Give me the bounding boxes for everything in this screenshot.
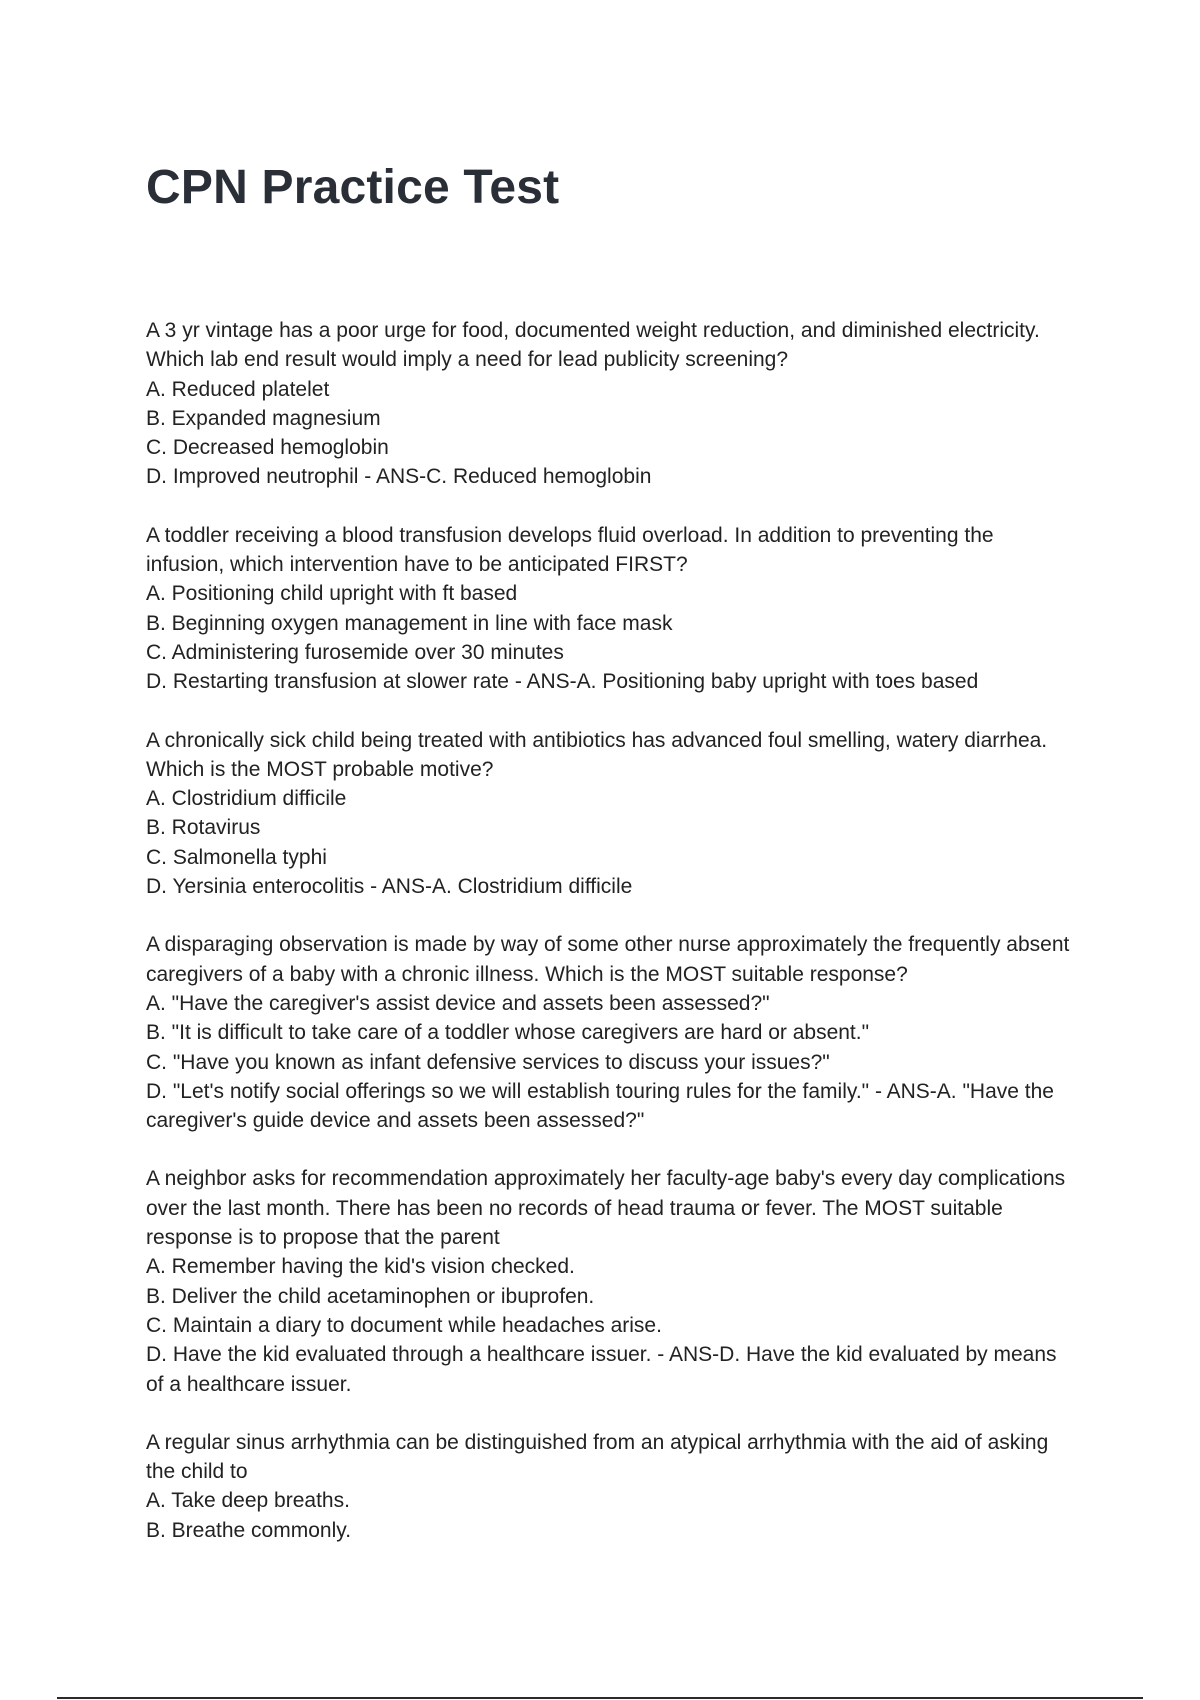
answer-option: B. Expanded magnesium [146,406,381,430]
answer-option-with-key: D. Have the kid evaluated through a healthcare issuer. - ANS-D. Have the kid evaluated by means of a healthcare issuer. [146,1343,1057,1396]
question-stem: A chronically sick child being treated with antibiotics has advanced foul smelling, watery diarrhea. Which is the MOST probable motive? [146,728,1048,781]
answer-option-with-key: D. "Let's notify social offerings so we will establish touring rules for the family." - ANS-A. "Have the caregiver's guide device and assets been assessed?" [146,1079,1054,1133]
answer-option: C. Administering furosemide over 30 minutes [146,640,564,664]
footer-divider [57,1697,1143,1699]
answer-option: C. Salmonella typhi [146,845,327,869]
answer-option: B. Deliver the child acetaminophen or ibuprofen. [146,1284,595,1308]
answer-option: A. Take deep breaths. [146,1489,350,1513]
question-list [146,316,1076,1574]
question-stem: A regular sinus arrhythmia can be distinguished from an atypical arrhythmia with the aid of asking the child to [146,1430,1049,1484]
answer-option: A. Remember having the kid's vision checked. [146,1255,575,1279]
answer-option-with-key: D. Restarting transfusion at slower rate - ANS-A. Positioning baby upright with toes based [146,670,979,694]
answer-option: C. Maintain a diary to document while headaches arise. [146,1313,662,1337]
question-1 [146,316,1076,492]
question-stem: A neighbor asks for recommendation approximately her faculty-age baby's every day complications over the last month. There has been no records of head trauma or fever. The MOST suitable response is to propose that the parent [146,1167,1066,1250]
question-stem: A disparaging observation is made by way of some other nurse approximately the frequently absent caregivers of a baby with a chronic illness. Which is the MOST suitable response? [146,933,1070,986]
answer-option: C. Decreased hemoglobin [146,436,389,460]
answer-option: B. Rotavirus [146,816,261,840]
question-6 [146,1428,1076,1545]
question-stem: A toddler receiving a blood transfusion develops fluid overload. In addition to preventing the infusion, which intervention have to be anticipated FIRST? [146,523,994,577]
answer-option: B. Beginning oxygen management in line with face mask [146,611,673,635]
answer-option: C. "Have you known as infant defensive services to discuss your issues?" [146,1050,830,1074]
question-2 [146,521,1076,697]
question-5 [146,1164,1076,1398]
answer-option: A. Positioning child upright with ft based [146,582,518,606]
answer-option: A. "Have the caregiver's assist device and assets been assessed?" [146,991,770,1015]
question-stem: A 3 yr vintage has a poor urge for food, documented weight reduction, and diminished electricity. Which lab end result would imply a need for lead publicity screening? [146,319,1040,372]
answer-option: B. "It is difficult to take care of a toddler whose caregivers are hard or absent." [146,1021,870,1045]
page-title: CPN Practice Test [146,161,560,214]
answer-option: A. Clostridium difficile [146,787,347,811]
answer-option-with-key: D. Improved neutrophil - ANS-C. Reduced hemoglobin [146,465,652,489]
answer-option: A. Reduced platelet [146,377,330,401]
answer-option-with-key: D. Yersinia enterocolitis - ANS-A. Clostridium difficile [146,875,633,899]
answer-option: B. Breathe commonly. [146,1518,352,1542]
question-3 [146,726,1076,902]
question-4 [146,930,1076,1135]
